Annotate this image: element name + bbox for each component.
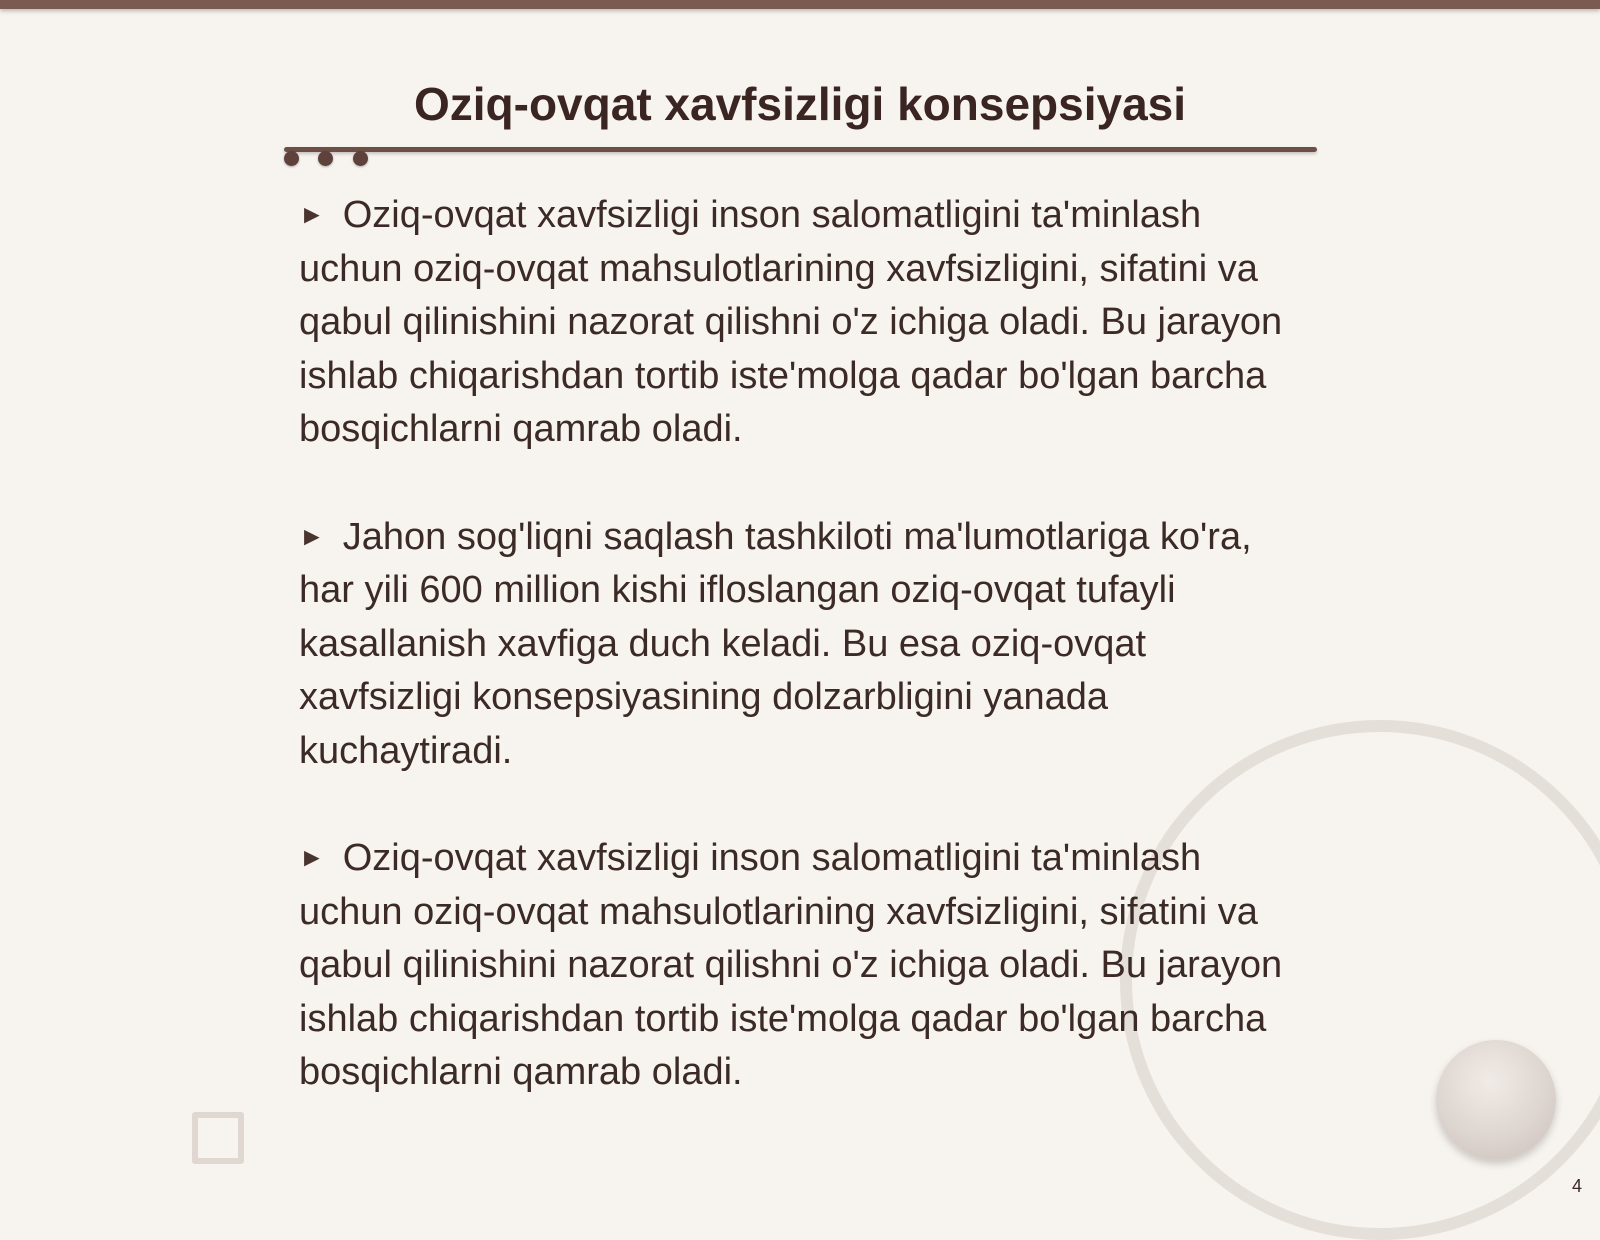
slide-body	[299, 188, 1299, 1153]
decorative-dot	[353, 151, 368, 166]
title-underline	[284, 147, 1317, 152]
bullet-arrow-icon: ►	[299, 520, 325, 551]
slide-number: 4	[1571, 1176, 1582, 1196]
decorative-dot	[318, 151, 333, 166]
slide-title: Oziq-ovqat xavfsizligi konsepsiyasi	[413, 78, 1187, 130]
paragraph-text: Oziq-ovqat xavfsizligi inson salomatligini ta'minlash uchun oziq-ovqat mahsulotlarining xavfsizligini, sifatini va qabul qilinishini nazorat qilishni o'z ichiga oladi. Bu jarayon ishlab chiqarishdan tortib iste'molga qadar bo'lgan barcha bosqichlarni qamrab oladi.	[299, 194, 1283, 450]
bullet-arrow-icon: ►	[299, 199, 325, 229]
top-accent-bar	[0, 0, 1600, 9]
bullet-paragraph-1	[299, 188, 1299, 457]
bullet-paragraph-3	[299, 831, 1299, 1100]
decorative-dot	[284, 151, 299, 166]
paragraph-text: Jahon sog'liqni saqlash tashkiloti ma'lumotlariga ko'ra, har yili 600 million kishi ifloslangan oziq-ovqat tufayli kasallanish xavfiga duch keladi. Bu esa oziq-ovqat xavfsizligi konsepsiyasining dolzarbligini yanada kuchaytiradi.	[299, 515, 1252, 772]
decorative-circle	[1436, 1040, 1556, 1160]
decorative-square	[192, 1112, 244, 1164]
bullet-arrow-icon: ►	[299, 842, 325, 872]
paragraph-text: Oziq-ovqat xavfsizligi inson salomatligini ta'minlash uchun oziq-ovqat mahsulotlarining xavfsizligini, sifatini va qabul qilinishini nazorat qilishni o'z ichiga oladi. Bu jarayon ishlab chiqarishdan tortib iste'molga qadar bo'lgan barcha bosqichlarni qamrab oladi.	[299, 837, 1283, 1093]
bullet-paragraph-2	[299, 510, 1299, 779]
